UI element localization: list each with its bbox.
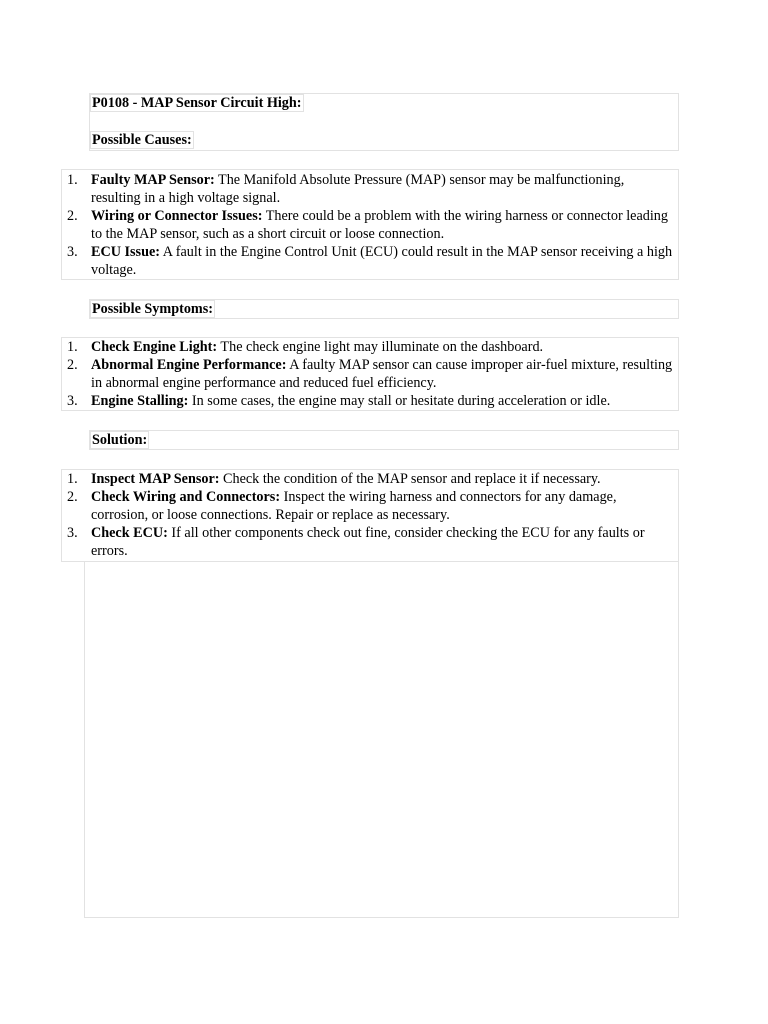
list-number: 2.	[67, 489, 78, 505]
item-text: The check engine light may illuminate on the dashboard.	[217, 339, 544, 355]
item-term: ECU Issue:	[91, 244, 160, 260]
item-term: Engine Stalling:	[91, 393, 189, 409]
list-item	[62, 356, 674, 392]
page-title	[90, 94, 304, 112]
item-text: There could be a problem with the wiring harness or connector leading to the MAP sensor, such as a short circuit or loose connection.	[91, 208, 668, 242]
list-number: 3.	[67, 244, 78, 260]
empty-content-frame	[84, 561, 679, 918]
list-item	[62, 488, 674, 524]
list-number: 1.	[67, 172, 78, 188]
item-term: Abnormal Engine Performance:	[91, 357, 287, 373]
list-number: 1.	[67, 339, 78, 355]
item-text: A faulty MAP sensor can cause improper air-fuel mixture, resulting in abnormal engine performance and reduced fuel efficiency.	[91, 357, 673, 391]
causes-heading-text: Possible Causes:	[92, 132, 192, 148]
symptoms-list	[62, 338, 674, 410]
item-term: Inspect MAP Sensor:	[91, 471, 220, 487]
item-text: Inspect the wiring harness and connectors for any damage, corrosion, or loose connections. Repair or replace as necessary.	[91, 489, 617, 523]
symptoms-heading	[90, 300, 215, 318]
list-item	[62, 524, 674, 560]
solution-heading	[90, 431, 149, 449]
causes-list	[62, 171, 674, 279]
symptoms-heading-text: Possible Symptoms:	[92, 301, 213, 317]
solution-heading-text: Solution:	[92, 432, 148, 448]
solution-heading-frame	[89, 430, 679, 450]
item-text: In some cases, the engine may stall or hesitate during acceleration or idle.	[188, 393, 611, 409]
list-number: 3.	[67, 393, 78, 409]
item-term: Check ECU:	[91, 525, 168, 541]
item-term: Wiring or Connector Issues:	[91, 208, 263, 224]
list-number: 3.	[67, 525, 78, 541]
list-item	[62, 392, 674, 410]
list-item	[62, 338, 674, 356]
item-text: Check the condition of the MAP sensor and replace it if necessary.	[219, 471, 601, 487]
item-term: Faulty MAP Sensor:	[91, 172, 215, 188]
list-item	[62, 470, 674, 488]
solution-list	[62, 470, 674, 560]
list-number: 2.	[67, 208, 78, 224]
item-text: A fault in the Engine Control Unit (ECU) could result in the MAP sensor receiving a high voltage.	[91, 244, 673, 278]
item-term: Check Wiring and Connectors:	[91, 489, 281, 505]
page-title-text: P0108 - MAP Sensor Circuit High:	[92, 95, 302, 111]
item-text: The Manifold Absolute Pressure (MAP) sensor may be malfunctioning, resulting in a high voltage signal.	[91, 172, 625, 206]
list-number: 2.	[67, 357, 78, 373]
item-term: Check Engine Light:	[91, 339, 218, 355]
list-item	[62, 207, 674, 243]
item-text: If all other components check out fine, consider checking the ECU for any faults or errors.	[91, 525, 645, 559]
list-item	[62, 243, 674, 279]
list-number: 1.	[67, 471, 78, 487]
list-item	[62, 171, 674, 207]
causes-heading	[90, 131, 194, 149]
